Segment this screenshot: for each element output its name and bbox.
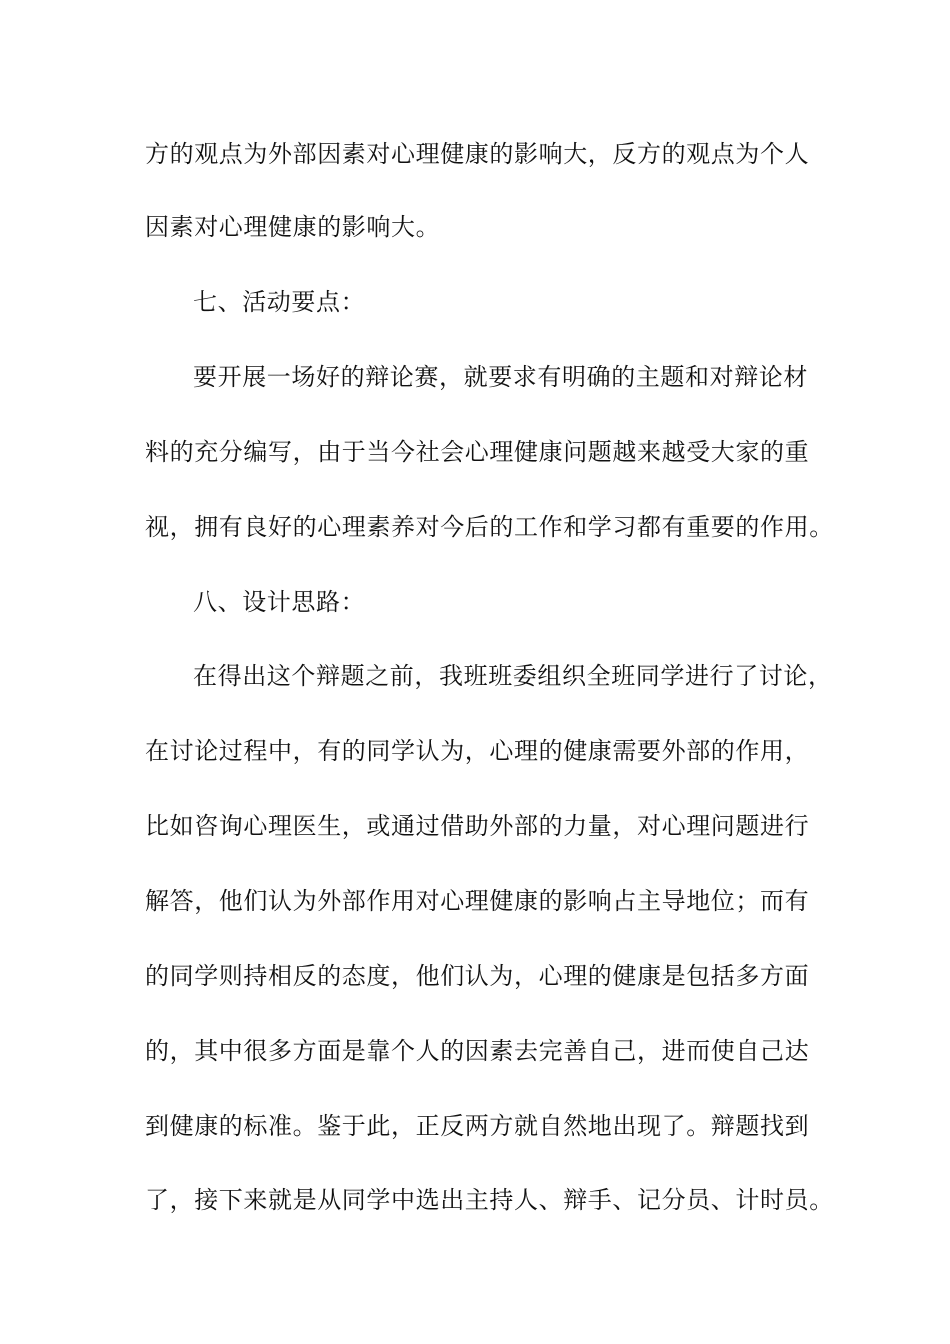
paragraph-line: 料的充分编写，由于当今社会心理健康问题越来越受大家的重 xyxy=(145,438,810,466)
paragraph-line: 到健康的标准。鉴于此，正反两方就自然地出现了。辩题找到 xyxy=(145,1112,810,1140)
paragraph-line: 因素对心理健康的影响大。 xyxy=(145,213,441,241)
section-heading: 八、设计思路： xyxy=(193,588,366,616)
paragraph-line: 视，拥有良好的心理素养对今后的工作和学习都有重要的作用。 xyxy=(145,513,834,541)
paragraph-line: 比如咨询心理医生，或通过借助外部的力量，对心理问题进行 xyxy=(145,812,810,840)
paragraph-line: 在讨论过程中，有的同学认为，心理的健康需要外部的作用， xyxy=(145,737,810,765)
paragraph-line: 的同学则持相反的态度，他们认为，心理的健康是包括多方面 xyxy=(145,962,810,990)
paragraph-line: 了，接下来就是从同学中选出主持人、辩手、记分员、计时员。 xyxy=(145,1186,834,1214)
paragraph-line: 要开展一场好的辩论赛，就要求有明确的主题和对辩论材 xyxy=(193,363,808,391)
section-heading: 七、活动要点： xyxy=(193,288,366,316)
paragraph-line: 在得出这个辩题之前，我班班委组织全班同学进行了讨论， xyxy=(193,662,833,690)
paragraph-line: 的，其中很多方面是靠个人的因素去完善自己，进而使自己达 xyxy=(145,1037,810,1065)
paragraph-line: 解答，他们认为外部作用对心理健康的影响占主导地位；而有 xyxy=(145,887,810,915)
paragraph-line: 方的观点为外部因素对心理健康的影响大，反方的观点为个人 xyxy=(145,140,810,168)
